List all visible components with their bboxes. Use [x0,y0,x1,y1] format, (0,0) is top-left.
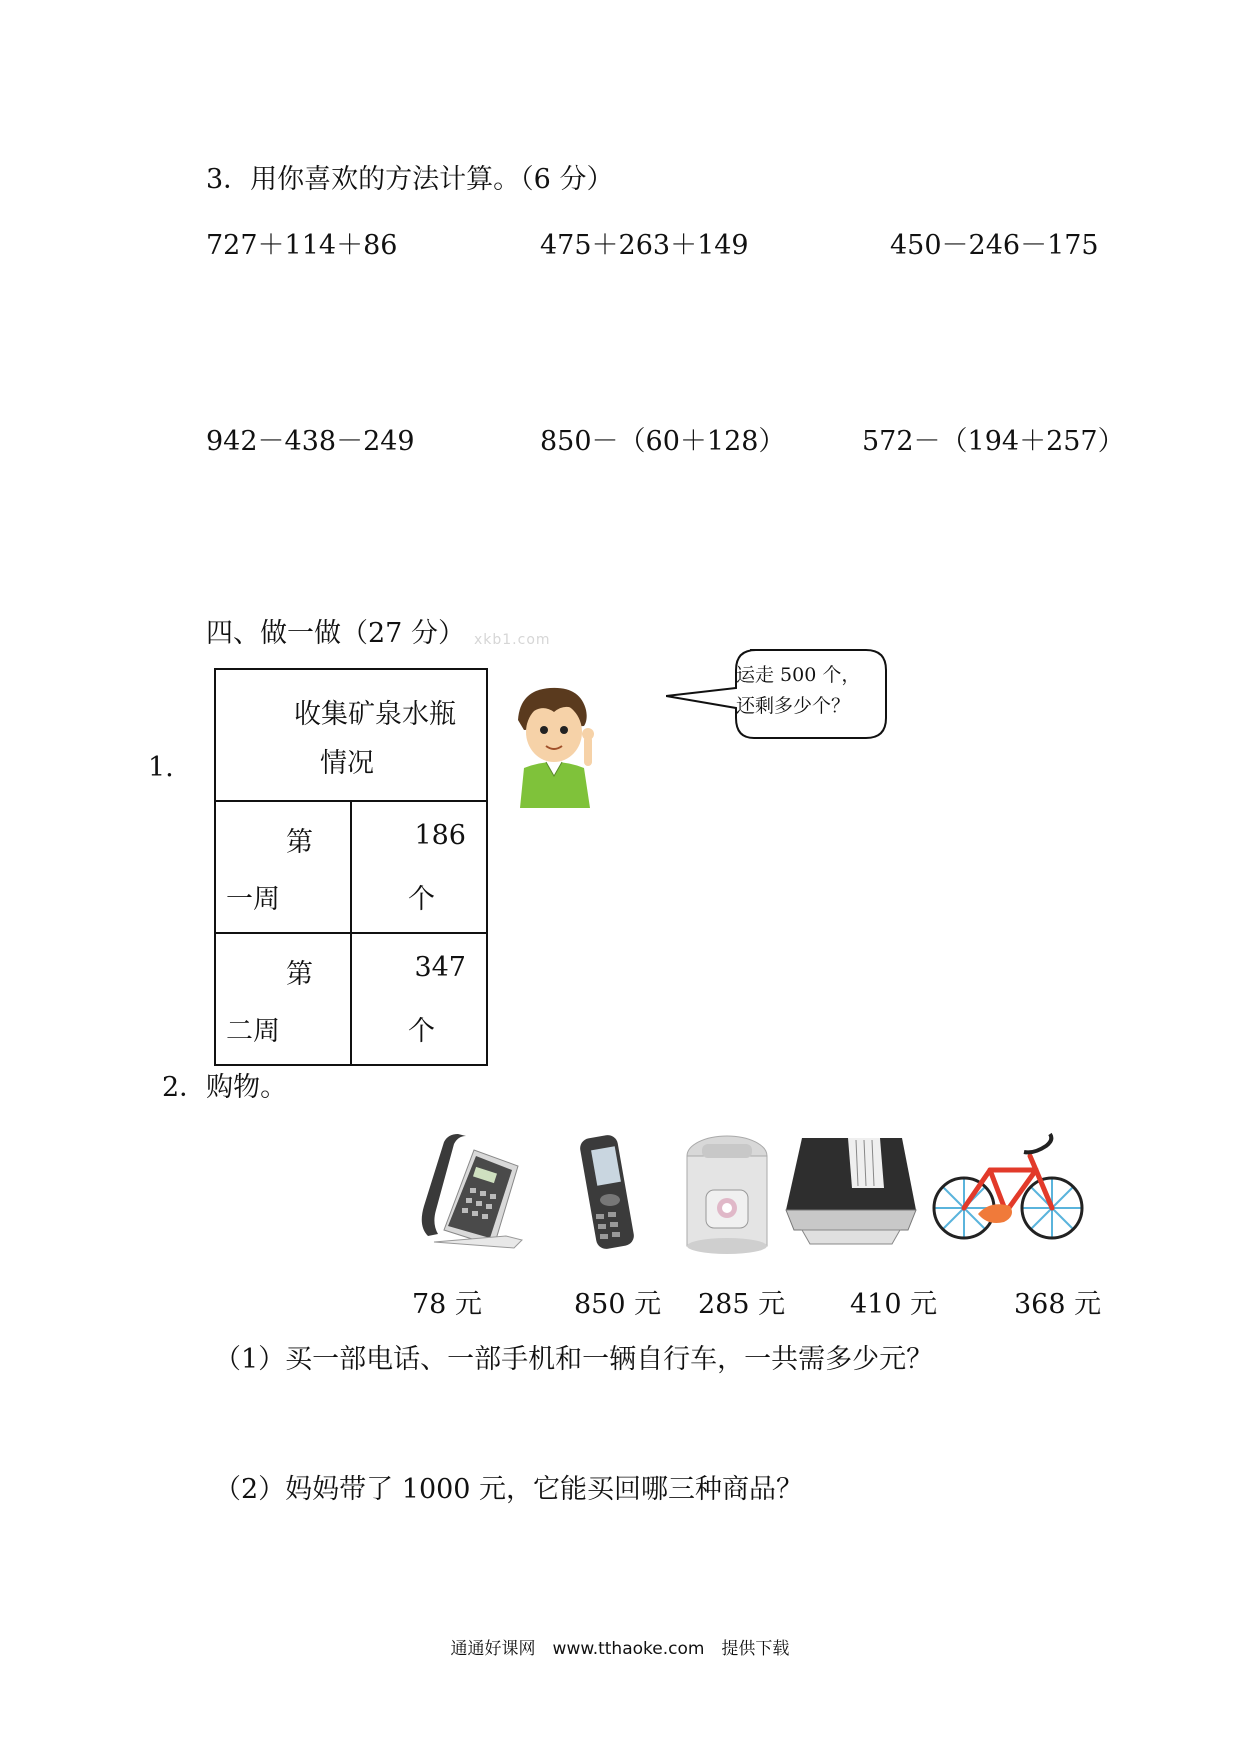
count-unit: 个 [408,1016,435,1047]
mobile-phone-icon [574,1130,638,1255]
count-value: 347 [414,952,466,983]
count-value: 186 [414,820,466,851]
question-1-number: 1. [148,752,174,783]
count-cell [351,801,487,933]
expression-4: 942－438－249 [206,426,415,457]
bubble-line-1: 运走 500 个， [736,664,861,686]
week-label-cell [215,933,351,1065]
price-range-hood: 410 元 [850,1289,938,1320]
table-row [215,801,487,933]
week-label-bottom: 二周 [226,1016,280,1047]
bubble-line-2: 还剩多少个？ [736,695,851,717]
count-cell [351,933,487,1065]
price-mobile-phone: 850 元 [574,1289,662,1320]
table-header-line1: 收集矿泉水瓶 [294,699,456,730]
watermark: xkb1.com [474,632,551,648]
expression-6: 572－（194＋257） [862,426,1125,457]
week-label-top: 第 [286,959,313,990]
desk-telephone-icon [414,1130,530,1255]
section-4-title: 四、做一做（27 分） [206,618,465,649]
week-label-bottom: 一周 [226,884,280,915]
table-row [215,933,487,1065]
expression-3: 450－246－175 [890,230,1099,261]
sub-question-1: （1）买一部电话、一部手机和一辆自行车，一共需多少元？ [214,1344,934,1375]
page-footer: 通通好课网 www.tthaoke.com 提供下载 [450,1639,790,1659]
section-3-title: 3．用你喜欢的方法计算。（6 分） [206,164,614,195]
expression-5: 850－（60＋128） [540,426,786,457]
range-hood-icon [784,1130,918,1255]
price-rice-cooker: 285 元 [698,1289,786,1320]
week-label-cell [215,801,351,933]
bottle-collection-table [214,668,488,1066]
speech-bubble [666,648,888,740]
week-label-top: 第 [286,827,313,858]
expression-1: 727＋114＋86 [206,230,398,261]
price-bicycle: 368 元 [1014,1289,1102,1320]
table-header [215,669,487,801]
rice-cooker-icon [682,1130,772,1255]
count-unit: 个 [408,884,435,915]
expression-2: 475＋263＋149 [540,230,749,261]
bicycle-icon [930,1130,1086,1255]
price-telephone: 78 元 [412,1289,482,1320]
table-header-line2: 情况 [320,748,374,779]
cartoon-boy-icon [510,680,602,810]
sub-question-2: （2）妈妈带了 1000 元，它能买回哪三种商品？ [214,1474,804,1505]
question-2-title: 2．购物。 [162,1072,288,1103]
